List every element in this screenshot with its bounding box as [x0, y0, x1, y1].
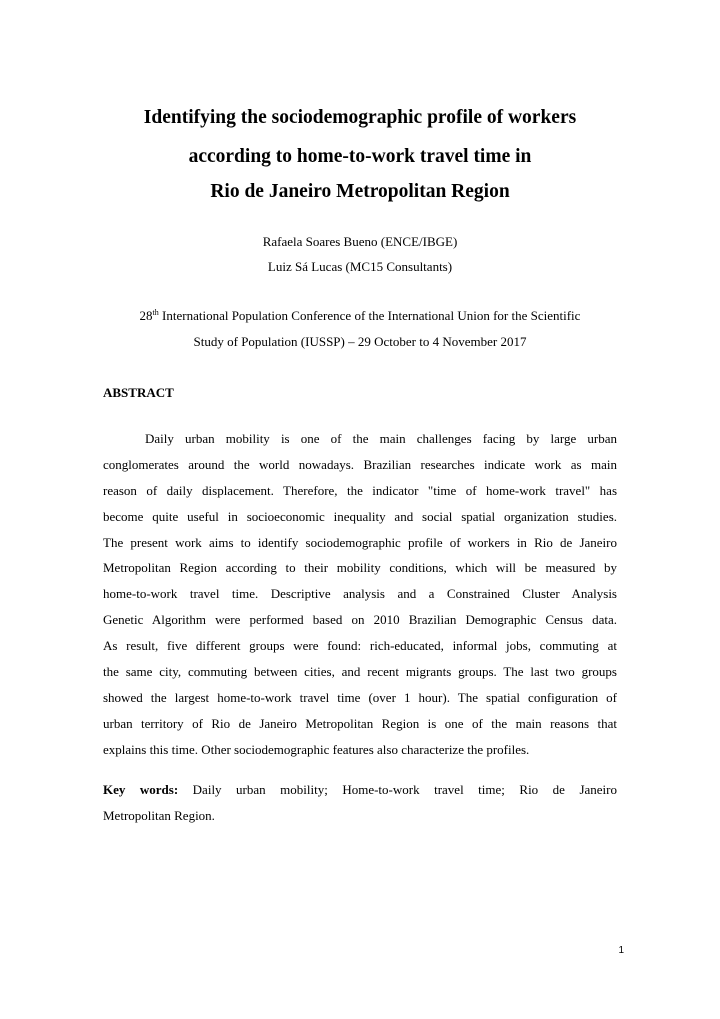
title-line-2: according to home-to-work travel time in	[188, 146, 532, 167]
abstract-heading: ABSTRACT	[103, 385, 174, 400]
keywords-text: Daily urban mobility; Home-to-work travel time; Rio de Janeiro	[178, 782, 617, 797]
conference-ordinal-suffix: th	[152, 308, 159, 317]
conference-ordinal-number: 28	[139, 308, 153, 323]
abstract-line: urban territory of Rio de Janeiro Metropolitan Region is one of the main reasons that	[103, 715, 617, 731]
abstract-line: conglomerates around the world nowadays. Brazilian researches indicate work as main	[103, 456, 617, 472]
title-line-1: Identifying the sociodemographic profile of workers	[143, 107, 577, 128]
abstract-line: become quite useful in socioeconomic inequality and social spatial organization studies.	[103, 508, 617, 524]
abstract-line: the same city, commuting between cities, and recent migrants groups. The last two groups	[103, 664, 617, 680]
keywords	[103, 781, 617, 833]
abstract-line: Daily urban mobility is one of the main challenges facing by large urban	[145, 431, 617, 446]
title-line-3: Rio de Janeiro Metropolitan Region	[210, 181, 510, 202]
keywords-line-1	[103, 781, 617, 807]
abstract-body	[103, 430, 617, 767]
abstract-line: Metropolitan Region according to their mobility conditions, which will be measured by	[103, 560, 617, 576]
abstract-line: explains this time. Other sociodemographic features also characterize the profiles.	[103, 741, 530, 757]
abstract-line: reason of daily displacement. Therefore, the indicator "time of home-work travel" has	[103, 482, 617, 498]
author-2: Luiz Sá Lucas (MC15 Consultants)	[267, 259, 453, 274]
abstract-line: Genetic Algorithm were performed based on 2010 Brazilian Demographic Census data.	[103, 612, 617, 628]
abstract-line: showed the largest home-to-work travel time (over 1 hour). The spatial configuration of	[103, 689, 617, 705]
page-number: 1	[618, 945, 624, 956]
abstract-line: The present work aims to identify sociodemographic profile of workers in Rio de Janeiro	[103, 534, 617, 550]
conference-line-1-text: International Population Conference of the International Union for the Scientific	[158, 308, 581, 323]
keywords-label: Key words:	[103, 782, 179, 797]
conference-line-2: Study of Population (IUSSP) – 29 October to 4 November 2017	[193, 334, 527, 349]
author-1: Rafaela Soares Bueno (ENCE/IBGE)	[262, 234, 458, 249]
abstract-line: home-to-work travel time. Descriptive analysis and a Constrained Cluster Analysis	[103, 586, 617, 602]
keywords-line-2: Metropolitan Region.	[103, 807, 215, 823]
conference-line-1	[60, 307, 660, 325]
abstract-line: As result, five different groups were found: rich-educated, informal jobs, commuting at	[103, 638, 617, 654]
